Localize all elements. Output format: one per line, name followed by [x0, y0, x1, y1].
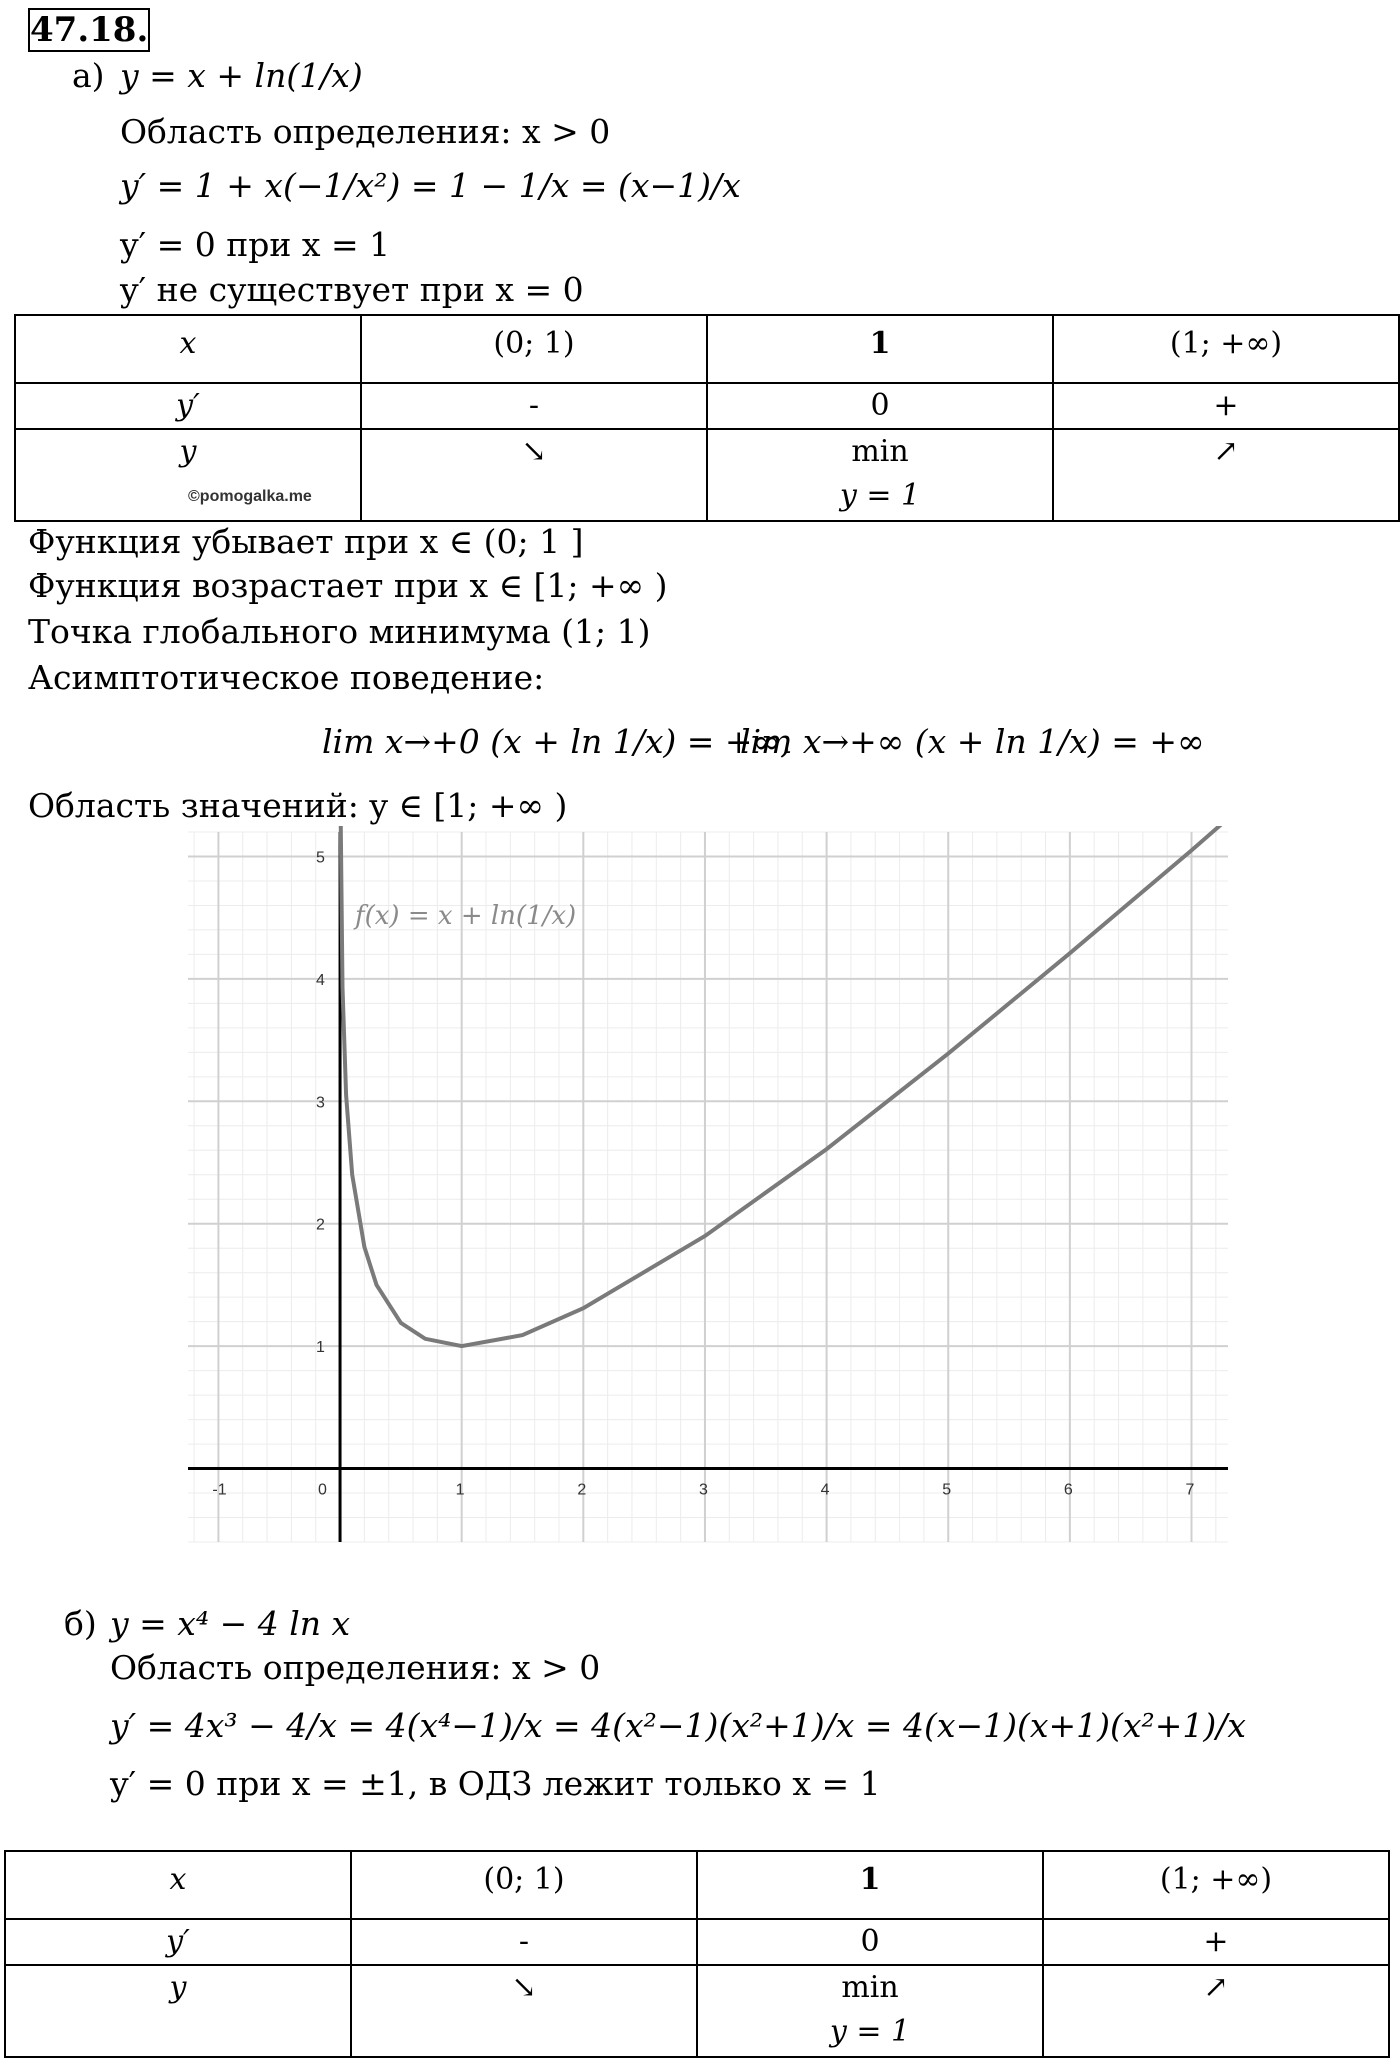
y-tick-label: 5 — [316, 849, 325, 867]
table-row — [15, 383, 1399, 429]
x-tick-label: 4 — [820, 1481, 830, 1499]
table-cell: y′ — [5, 1919, 351, 1965]
y-tick-label: 1 — [316, 1339, 325, 1357]
table-header-cell: x — [15, 315, 361, 383]
part-b-zero: y′ = 0 при x = ±1, в ОДЗ лежит только x = 1 — [110, 1764, 881, 1803]
tick-labels — [212, 849, 1194, 1498]
table-header-cell: (1; +∞) — [1043, 1851, 1389, 1919]
table-row — [5, 1965, 1389, 2057]
part-a-zero: y′ = 0 при x = 1 — [120, 225, 391, 264]
min-value: y = 1 — [829, 2014, 911, 2049]
part-a-derivative: y′ = 1 + x(−1/x²) = 1 − 1/x = (x−1)/x — [120, 166, 741, 205]
part-a-domain: Область определения: x > 0 — [120, 112, 611, 151]
table-header-cell: 1 — [707, 315, 1053, 383]
y-tick-label: 2 — [316, 1216, 325, 1234]
part-a-function: y = x + ln(1/x) — [120, 56, 363, 95]
table-cell: ↗ — [1053, 429, 1399, 521]
table-row — [5, 1919, 1389, 1965]
x-tick-label: 0 — [318, 1481, 327, 1499]
global-min-text: Точка глобального минимума (1; 1) — [28, 612, 651, 651]
sign-table-b — [4, 1850, 1390, 2058]
x-tick-label: 5 — [942, 1481, 952, 1499]
table-cell: y′ — [15, 383, 361, 429]
x-tick-label: 7 — [1185, 1481, 1195, 1499]
asymptotic-heading: Асимптотическое поведение: — [28, 658, 545, 697]
function-graph — [180, 826, 1240, 1548]
axes — [188, 832, 1228, 1542]
table-cell: y — [15, 429, 361, 521]
part-a-undefined: y′ не существует при x = 0 — [120, 270, 584, 309]
table-header-cell: x — [5, 1851, 351, 1919]
table-cell: 0 — [697, 1919, 1043, 1965]
table-header-cell: 1 — [697, 1851, 1043, 1919]
table-cell: + — [1043, 1919, 1389, 1965]
table-cell: + — [1053, 383, 1399, 429]
table-row — [15, 429, 1399, 521]
table-cell: ↘ — [361, 429, 707, 521]
y-tick-label: 3 — [316, 1094, 325, 1112]
decreasing-text: Функция убывает при x ∈ (0; 1 ] — [28, 522, 584, 561]
x-tick-label: 2 — [577, 1481, 587, 1499]
table-row — [15, 315, 1399, 383]
x-tick-label: 6 — [1063, 1481, 1073, 1499]
min-value: y = 1 — [839, 478, 921, 513]
increasing-text: Функция возрастает при x ∈ [1; +∞ ) — [28, 566, 668, 605]
part-b-derivative: y′ = 4x³ − 4/x = 4(x⁴−1)/x = 4(x²−1)(x²+1)/x = 4(x−1)(x+1)(x²+1)/x — [110, 1706, 1246, 1745]
problem-number: 47.18. — [30, 10, 149, 50]
table-cell: - — [361, 383, 707, 429]
y-tick-label: 4 — [316, 971, 325, 989]
table-cell: min y = 1 — [697, 1965, 1043, 2057]
x-tick-label: -1 — [212, 1481, 227, 1499]
part-a-label: а) — [72, 56, 105, 95]
part-b-domain: Область определения: x > 0 — [110, 1648, 601, 1687]
limit-zero: lim x→+0 (x + ln 1/x) = +∞, — [322, 722, 791, 761]
table-row — [5, 1851, 1389, 1919]
table-header-cell: (0; 1) — [361, 315, 707, 383]
range-text: Область значений: y ∈ [1; +∞ ) — [28, 786, 568, 825]
table-cell: ↘ — [351, 1965, 697, 2057]
table-cell: ↗ — [1043, 1965, 1389, 2057]
minor-grid — [188, 832, 1228, 1542]
table-cell: - — [351, 1919, 697, 1965]
x-tick-label: 3 — [698, 1481, 708, 1499]
table-cell: min y = 1 — [707, 429, 1053, 521]
limit-infinity: lim x→+∞ (x + ln 1/x) = +∞ — [740, 722, 1205, 761]
table-cell: y — [5, 1965, 351, 2057]
watermark: ©pomogalka.me — [188, 488, 312, 505]
x-tick-label: 1 — [455, 1481, 465, 1499]
table-header-cell: (0; 1) — [351, 1851, 697, 1919]
major-grid — [188, 832, 1228, 1542]
table-header-cell: (1; +∞) — [1053, 315, 1399, 383]
table-cell: 0 — [707, 383, 1053, 429]
part-b-function: y = x⁴ − 4 ln x — [110, 1604, 351, 1643]
function-label: f(x) = x + ln(1/x) — [355, 901, 577, 931]
part-b-label: б) — [64, 1604, 97, 1643]
